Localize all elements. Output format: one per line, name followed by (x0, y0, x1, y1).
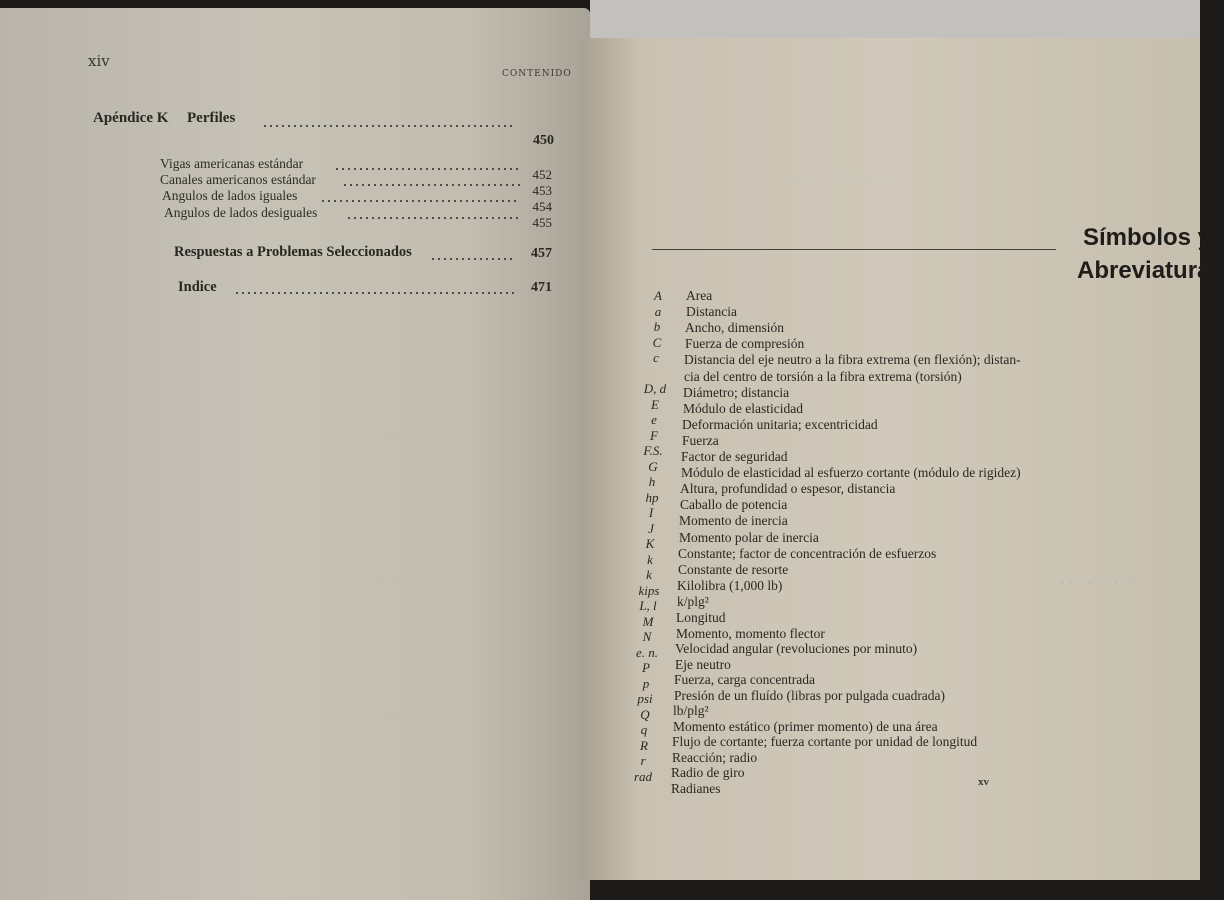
toc-respuestas-title: Respuestas a Problemas Seleccionados (174, 244, 412, 260)
toc-respuestas-page: 457 (531, 246, 552, 261)
running-head: xiv (88, 52, 110, 70)
dot-leader (234, 292, 514, 294)
toc-subentry-title: Angulos de lados desiguales (164, 205, 318, 220)
symbol: I (648, 505, 654, 520)
section-heading-line1: Símbolos y (1083, 224, 1212, 251)
symbol-description: Fuerza, carga concentrada (674, 672, 816, 687)
symbol: K (645, 536, 655, 551)
symbol: rad (633, 768, 653, 784)
symbol: D, d (643, 381, 667, 396)
symbol: e (651, 412, 657, 427)
toc-subentry-page: 453 (532, 183, 552, 198)
symbol-description: lb/plg² (673, 703, 709, 718)
symbol-description: k/plg² (677, 593, 709, 609)
symbol: k (646, 567, 652, 582)
symbol-description: Radio de giro (671, 765, 745, 780)
symbol-description: Factor de seguridad (681, 449, 788, 464)
symbol-description: Fuerza (682, 432, 719, 448)
toc-subentry-page: 454 (532, 199, 552, 214)
symbol-description: Velocidad angular (revoluciones por minuto) (675, 641, 918, 656)
symbol-description: Reacción; radio (672, 749, 758, 765)
symbol-description: Flujo de cortante; fuerza cortante por unidad de longitud (672, 734, 978, 749)
symbol: R (640, 737, 648, 753)
symbol-description: cia del centro de torsión a la fibra extrema (torsión) (684, 368, 962, 384)
toc-indice-page: 471 (531, 280, 552, 295)
symbol-description: Altura, profundidad o espesor, distancia (680, 481, 896, 497)
symbol-description: Caballo de potencia (680, 497, 788, 513)
dot-leader (342, 184, 520, 186)
section-heading-line2: Abreviaturas (1077, 257, 1224, 284)
symbol: J (648, 520, 654, 536)
symbol-description: Diámetro; distancia (683, 384, 790, 400)
toc-appendix-page: 450 (533, 133, 554, 148)
dot-leader (346, 217, 520, 219)
symbol-description: Momento estático (primer momento) de una área (673, 718, 938, 734)
symbol-description: Deformación unitaria; excentricidad (682, 416, 878, 432)
toc-subentry-title: Angulos de lados iguales (162, 188, 298, 203)
symbol-description: Fuerza de compresión (685, 336, 805, 352)
dot-leader (320, 200, 520, 202)
symbol-description: Constante de resorte (678, 561, 789, 577)
symbol: N (642, 629, 652, 644)
symbol: psi (637, 691, 653, 706)
symbol: F (650, 427, 658, 443)
toc-subentry-title: Vigas americanas estándar (160, 156, 304, 171)
symbol-description: Módulo de elasticidad al esfuerzo cortante (módulo de rigidez) (681, 465, 1021, 481)
symbol: M (642, 613, 654, 629)
symbol: F.S. (643, 443, 663, 458)
symbol-description: Longitud (676, 610, 726, 625)
left-page: . . . . . . . . . . . . . . . . . . . . . . . . . . . . . . . . . . . . . . . . . . . . . . . . . . . . . . . . . xiv CONTENIDO Apéndice K Perfiles 450 Vigas americanas estándar 452 Canales americanos estándar 453 Angulos de lados iguales 454 Angulos de lados desiguales 455 Respuestas a Problemas Seleccionados 457 Indice 471 (0, 8, 590, 900)
symbol-description: Distancia del eje neutro a la fibra extrema (en flexión); distan- (684, 352, 1021, 368)
symbol: k (647, 551, 653, 567)
symbol-description: Distancia (686, 304, 737, 320)
symbol: kips (638, 582, 660, 598)
symbol-description: Momento polar de inercia (679, 529, 819, 545)
dot-leader (430, 258, 514, 260)
heading-rule (652, 249, 1056, 250)
symbol: p (642, 675, 650, 691)
symbol-description: Presión de un fluído (libras por pulgada cuadrada) (674, 687, 946, 703)
page-number: xv (978, 776, 989, 788)
symbol: a (654, 303, 662, 319)
symbol-description: Kilolibra (1,000 lb) (677, 577, 783, 593)
symbol-description: Area (686, 288, 713, 303)
symbol: C (652, 334, 662, 350)
symbol-description: Ancho, dimensión (685, 320, 784, 336)
symbol: P (642, 660, 650, 675)
symbol: hp (645, 489, 659, 505)
symbol: h (648, 474, 656, 489)
symbol-description: Momento de inercia (679, 513, 788, 529)
symbol: c (653, 350, 659, 365)
toc-subentry-page: 452 (532, 167, 552, 182)
dot-leader (334, 168, 520, 170)
toc-indice-title: Indice (178, 279, 217, 295)
symbol: q (640, 722, 648, 737)
dot-leader (262, 125, 514, 127)
symbol: A (654, 288, 662, 303)
symbol: E (651, 396, 659, 412)
symbol: b (653, 319, 661, 334)
section-head: CONTENIDO (502, 69, 572, 79)
toc-subentry-title: Canales americanos estándar (160, 172, 316, 187)
toc-appendix-title: Perfiles (187, 110, 236, 126)
toc-appendix-label: Apéndice K (93, 110, 169, 126)
toc-subentry-page: 455 (532, 215, 552, 230)
symbol: G (648, 458, 658, 474)
symbol: e. n. (635, 644, 659, 660)
symbol-description: Constante; factor de concentración de esfuerzos (678, 545, 937, 561)
symbol: Q (640, 706, 650, 722)
symbol: r (640, 753, 646, 768)
symbol-description: Radianes (671, 780, 721, 796)
symbol-description: Momento, momento flector (676, 625, 825, 641)
symbol-description: Módulo de elasticidad (683, 400, 803, 416)
right-page: . . . . . . . . . . . . . . . . . . . . . . . . . . . . Símbolos y Abreviaturas A Area a Distancia b Ancho, dimensión C Fuerza de compresión c Distancia del eje neutro a la fibra extrema (en flexión); distan- cia del centro de torsión a la fibra extrema (torsión) D, d Diámetro; distancia E Módulo de elasticidad e Deformación unitaria; excentricidad F Fuerza F.S. Factor de seguridad G Módulo de elasticidad al esfuerzo cortante (módulo de rigidez) h Altura, profundidad o espesor, distancia hp Caballo de potencia I Momento de inercia J Momento polar de inercia K Constante; factor de concentración de esfuerzos k Constante de resorte k Kilolibra (1,000 lb) kips k/plg² L, l Longitud M Momento, momento flector N Velocidad angular (revoluciones por minuto) e. n. Eje neutro P Fuerza, carga concentrada p Presión de un fluído (libras por pulgada cuadrada) psi lb/plg² Q Momento estático (primer momento) de una área q Flujo de cortante; fuerza cortante por unidad de longitud R Reacción; radio r Radio de giro rad Radianes xv (580, 38, 1200, 880)
symbol-description: Eje neutro (675, 656, 731, 672)
symbol: L, l (639, 598, 657, 613)
